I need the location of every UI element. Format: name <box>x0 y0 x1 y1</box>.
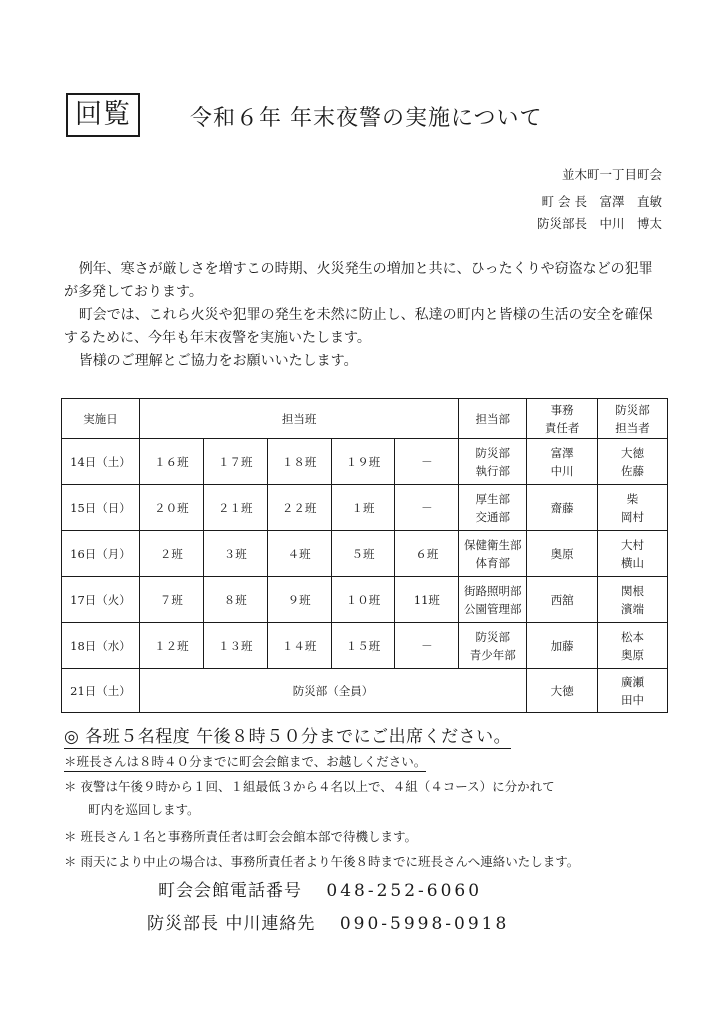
cell-squad: １班 <box>331 485 395 531</box>
cell-squad: ３班 <box>203 531 267 577</box>
cell-squad: ９班 <box>267 577 331 623</box>
kairan-stamp: 回覧 <box>66 93 140 137</box>
intro-paragraph: 皆様のご理解とご協力をお願いいたします。 <box>78 353 358 369</box>
cell-dept <box>459 531 527 577</box>
note-patrol-continued: 町内を巡回します。 <box>88 802 200 817</box>
cell-person: 加藤 <box>527 623 598 669</box>
intro-paragraph: 町会では、これら火災や犯罪の発生を未然に防止し、私達の町内と皆様の生活の安全を確保するために、今年も年末夜警を実施いたします。 <box>64 307 653 346</box>
header-person <box>527 399 598 439</box>
cell-dept <box>459 577 527 623</box>
cell-date: 16日（月） <box>62 531 140 577</box>
sender-disaster-head: 防災部長 中川 博太 <box>536 216 662 231</box>
staff-line1: 柴 <box>626 491 639 506</box>
sender-organization: 並木町一丁目町会 <box>561 167 662 182</box>
person-line1: 富澤 <box>550 445 574 460</box>
document-title: 令和６年 年末夜警の実施について <box>190 106 543 131</box>
contact-nakagawa-label: 防災部長 中川連絡先 <box>147 914 316 934</box>
staff-line1: 関根 <box>621 583 645 598</box>
cell-squad: ２０班 <box>139 485 203 531</box>
cell-squad: ６班 <box>395 531 459 577</box>
cell-squad: ７班 <box>139 577 203 623</box>
dept-line1: 防災部 <box>475 629 510 644</box>
dept-line1: 厚生部 <box>475 491 510 506</box>
cell-squad: １９班 <box>331 439 395 485</box>
dept-line1: 防災部 <box>475 445 510 460</box>
cell-staff <box>598 669 668 713</box>
cell-person: 齋藤 <box>527 485 598 531</box>
cell-date: 15日（日） <box>62 485 140 531</box>
dept-line1: 保健衛生部 <box>463 537 522 552</box>
cell-staff <box>598 623 668 669</box>
dept-line2: 公園管理部 <box>463 601 522 616</box>
staff-line2: 奥原 <box>621 647 645 662</box>
contact-hall <box>158 876 482 901</box>
header-date: 実施日 <box>62 399 140 439</box>
cell-squads-all: 防災部（全員） <box>139 669 526 713</box>
cell-dept <box>459 485 527 531</box>
cell-squad: － <box>395 623 459 669</box>
table-row <box>62 439 668 485</box>
dept-line2: 交通部 <box>475 509 510 524</box>
table-row <box>62 531 668 577</box>
cell-squad: ８班 <box>203 577 267 623</box>
table-row <box>62 669 668 713</box>
intro-paragraph: 例年、寒さが厳しさを増すこの時期、火災発生の増加と共に、ひったくりや窃盗などの犯罪が多発しております。 <box>64 261 653 300</box>
table-row <box>62 623 668 669</box>
table-row <box>62 577 668 623</box>
intro-text <box>64 258 664 373</box>
staff-line2: 横山 <box>621 555 645 570</box>
cell-squad: １７班 <box>203 439 267 485</box>
cell-staff <box>598 577 668 623</box>
staff-line1: 松本 <box>621 629 645 644</box>
cell-squad: １３班 <box>203 623 267 669</box>
header-person-line2: 責任者 <box>544 420 580 435</box>
dept-line2: 執行部 <box>475 463 510 478</box>
person-line2: 中川 <box>550 463 574 478</box>
contact-nakagawa-number: 090-5998-0918 <box>339 914 510 934</box>
staff-line1: 大村 <box>621 537 645 552</box>
header-person-line1: 事務 <box>550 402 574 417</box>
attendance-notice: ◎ 各班５名程度 午後８時５０分までにご出席ください。 <box>64 722 511 749</box>
staff-line1: 大徳 <box>621 445 645 460</box>
contact-hall-label: 町会会館電話番号 <box>158 881 302 901</box>
header-squads: 担当班 <box>139 399 458 439</box>
cell-squad: － <box>395 439 459 485</box>
contact-hall-number: 048-252-6060 <box>326 881 483 901</box>
cell-squad: １８班 <box>267 439 331 485</box>
header-staff-line1: 防災部 <box>615 402 650 417</box>
cell-staff <box>598 531 668 577</box>
contact-nakagawa <box>147 909 509 934</box>
cell-squad: １６班 <box>139 439 203 485</box>
cell-date: 18日（水） <box>62 623 140 669</box>
dept-line1: 街路照明部 <box>463 583 522 598</box>
cell-person: 大徳 <box>527 669 598 713</box>
cell-squad: １５班 <box>331 623 395 669</box>
staff-line2: 佐藤 <box>621 463 645 478</box>
cell-person: 西舘 <box>527 577 598 623</box>
patrol-schedule-table <box>61 398 668 713</box>
cell-date: 14日（土） <box>62 439 140 485</box>
cell-person <box>527 439 598 485</box>
cell-squad: １２班 <box>139 623 203 669</box>
note-patrol: ＊ 夜警は午後９時から１回、１組最低３から４名以上で、４組（４コース）に分かれて <box>64 779 555 794</box>
note-leader-arrival: ＊班長さんは８時４０分までに町会会館まで、お越しください。 <box>64 752 426 772</box>
header-staff-line2: 担当者 <box>615 420 650 435</box>
table-row <box>62 485 668 531</box>
cell-dept <box>459 623 527 669</box>
staff-line2: 濱端 <box>621 601 645 616</box>
cell-squad: ２班 <box>139 531 203 577</box>
cell-squad: ４班 <box>267 531 331 577</box>
cell-squad: ２１班 <box>203 485 267 531</box>
dept-line2: 青少年部 <box>469 647 516 662</box>
sender-chairman: 町 会 長 富澤 直敏 <box>541 194 662 209</box>
note-standby: ＊ 班長さん１名と事務所責任者は町会会館本部で待機します。 <box>64 829 417 844</box>
cell-squad: ２２班 <box>267 485 331 531</box>
staff-line2: 岡村 <box>621 509 645 524</box>
cell-squad: １０班 <box>331 577 395 623</box>
header-dept: 担当部 <box>459 399 527 439</box>
cell-squad: ５班 <box>331 531 395 577</box>
staff-line2: 田中 <box>621 692 645 707</box>
cell-squad: 11班 <box>395 577 459 623</box>
dept-line2: 体育部 <box>475 555 510 570</box>
cell-person: 奥原 <box>527 531 598 577</box>
cell-date: 21日（土） <box>62 669 140 713</box>
note-rain-cancel: ＊ 雨天により中止の場合は、事務所責任者より午後８時までに班長さんへ連絡いたします。 <box>64 854 580 869</box>
table-header-row <box>62 399 668 439</box>
cell-staff <box>598 439 668 485</box>
cell-staff <box>598 485 668 531</box>
header-staff <box>598 399 668 439</box>
cell-dept <box>459 439 527 485</box>
cell-squad: １４班 <box>267 623 331 669</box>
staff-line1: 廣瀬 <box>621 674 645 689</box>
cell-squad: － <box>395 485 459 531</box>
cell-date: 17日（火） <box>62 577 140 623</box>
